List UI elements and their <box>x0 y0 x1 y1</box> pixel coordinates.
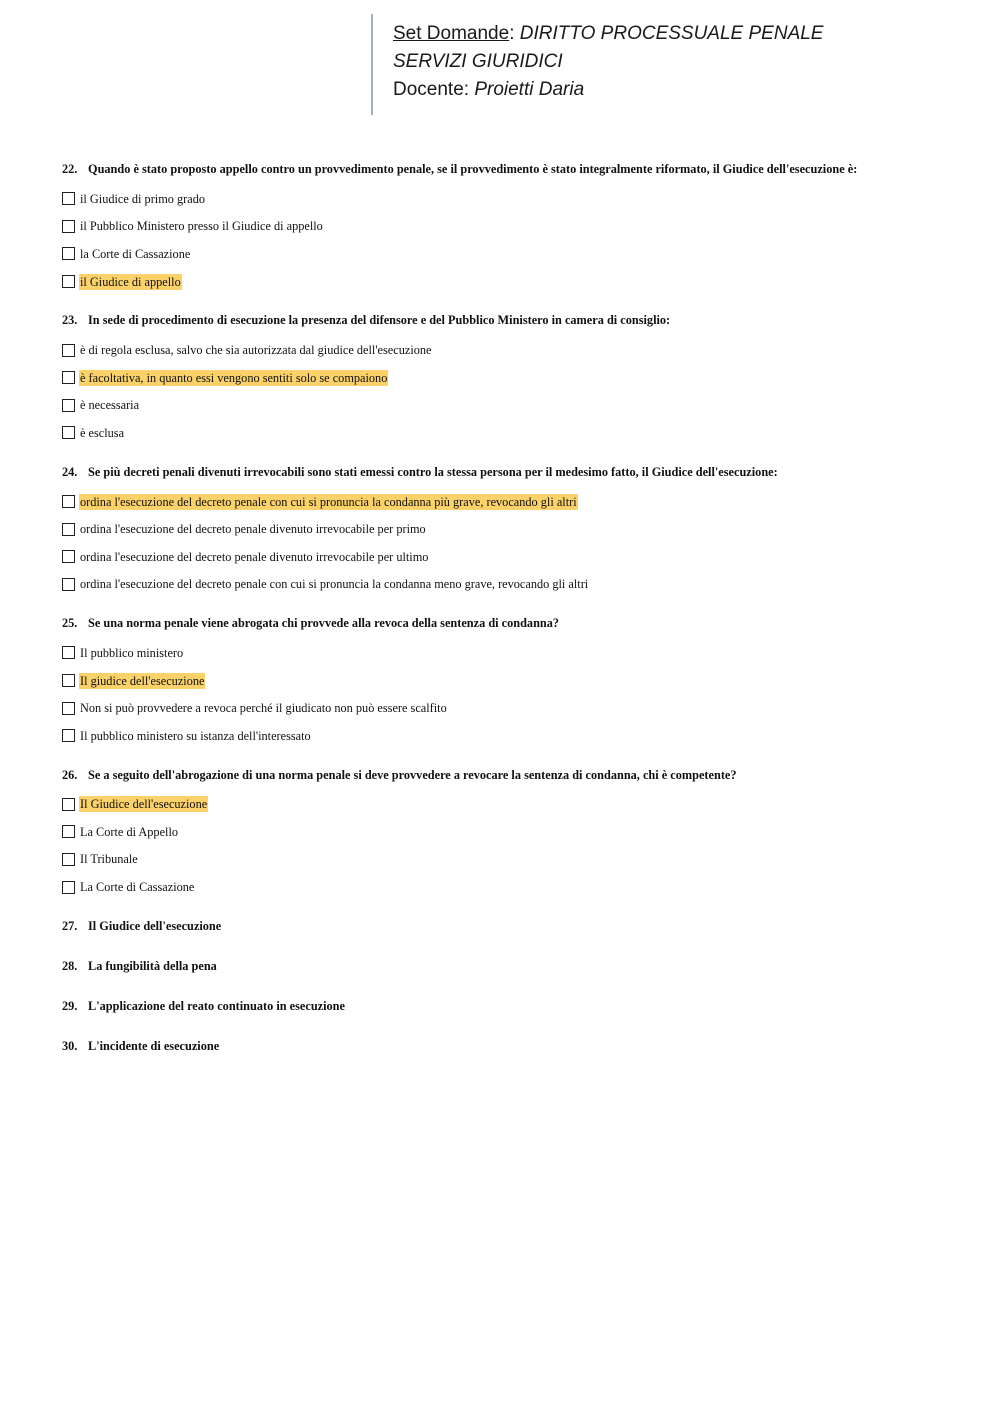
question-text: Se a seguito dell'abrogazione di una norma penale si deve provvedere a revocare la sentenza di condanna, chi è competente? <box>88 767 737 782</box>
question-title <box>62 614 962 632</box>
question-number: 26. <box>62 767 78 782</box>
set-label: Set Domande <box>393 23 510 44</box>
question-number: 22. <box>62 162 78 176</box>
answer-text-highlighted: Il Giudice dell'esecuzione <box>80 797 208 812</box>
checkbox[interactable] <box>62 825 75 838</box>
answer-option[interactable] <box>62 392 962 420</box>
answer-text: ordina l'esecuzione del decreto penale con cui si pronuncia la condanna meno grave, revocando gli altri <box>80 577 589 592</box>
answer-text: La Corte di Cassazione <box>80 880 195 895</box>
document-header <box>393 20 823 104</box>
question-block <box>62 311 962 446</box>
answer-text: il Pubblico Ministero presso il Giudice di appello <box>80 219 323 234</box>
question-number: 27. <box>62 918 78 933</box>
subject-line-2: SERVIZI GIURIDICI <box>393 51 563 72</box>
answer-text: Il pubblico ministero <box>80 645 184 660</box>
header-line-2 <box>393 48 823 76</box>
question-number: 28. <box>62 958 78 973</box>
open-question <box>62 997 962 1037</box>
question-text: Se una norma penale viene abrogata chi provvede alla revoca della sentenza di condanna? <box>88 616 560 631</box>
answer-text: ordina l'esecuzione del decreto penale divenuto irrevocabile per primo <box>80 522 426 537</box>
answer-option[interactable] <box>62 419 962 447</box>
checkbox[interactable] <box>62 344 75 357</box>
answer-option[interactable] <box>62 364 962 392</box>
checkbox[interactable] <box>62 798 75 811</box>
answer-option[interactable] <box>62 240 962 268</box>
docente-name: Proietti Daria <box>474 79 585 100</box>
answer-text: Il pubblico ministero su istanza dell'interessato <box>80 728 311 743</box>
answer-text: Il Tribunale <box>80 852 138 867</box>
question-text: Quando è stato proposto appello contro un provvedimento penale, se il provvedimento è stato integralmente riformato, il Giudice dell'esecuzione è: <box>88 162 858 176</box>
checkbox[interactable] <box>62 192 75 205</box>
header-divider <box>371 14 373 115</box>
question-text: L'incidente di esecuzione <box>88 1038 220 1053</box>
checkbox[interactable] <box>62 426 75 439</box>
question-number: 25. <box>62 616 78 631</box>
question-number: 24. <box>62 464 78 479</box>
answer-option[interactable] <box>62 694 962 722</box>
answer-option[interactable] <box>62 515 962 543</box>
answer-option[interactable] <box>62 571 962 599</box>
checkbox[interactable] <box>62 495 75 508</box>
checkbox[interactable] <box>62 853 75 866</box>
answer-option[interactable] <box>62 213 962 241</box>
question-title <box>62 766 962 784</box>
answer-text: La Corte di Appello <box>80 824 179 839</box>
question-text: L'applicazione del reato continuato in esecuzione <box>88 998 345 1013</box>
question-number: 30. <box>62 1038 78 1053</box>
subject-line-1: DIRITTO PROCESSUALE PENALE <box>519 23 824 44</box>
docente-label: Docente: <box>393 79 470 100</box>
set-colon: : <box>509 23 515 44</box>
question-text: Il Giudice dell'esecuzione <box>88 918 222 933</box>
header-line-1 <box>393 20 823 48</box>
answer-text: la Corte di Cassazione <box>80 246 191 261</box>
checkbox[interactable] <box>62 523 75 536</box>
question-title <box>62 463 962 481</box>
answer-option[interactable] <box>62 268 962 296</box>
checkbox[interactable] <box>62 729 75 742</box>
question-list <box>62 160 962 1077</box>
answer-option[interactable] <box>62 846 962 874</box>
answer-option[interactable] <box>62 791 962 819</box>
question-title <box>62 160 962 178</box>
question-text: In sede di procedimento di esecuzione la presenza del difensore e del Pubblico Ministero in camera di consiglio: <box>88 313 671 328</box>
answer-option[interactable] <box>62 336 962 364</box>
answer-text: il Giudice di primo grado <box>80 191 205 206</box>
checkbox[interactable] <box>62 550 75 563</box>
question-block <box>62 160 962 295</box>
question-text: Se più decreti penali divenuti irrevocabili sono stati emessi contro la stessa persona per il medesimo fatto, il Giudice dell'esecuzione: <box>88 464 778 479</box>
checkbox[interactable] <box>62 220 75 233</box>
checkbox[interactable] <box>62 881 75 894</box>
open-question <box>62 957 962 997</box>
answer-option[interactable] <box>62 873 962 901</box>
answer-text: è esclusa <box>80 425 125 440</box>
open-question <box>62 1037 962 1077</box>
open-question <box>62 917 962 957</box>
question-title <box>62 311 962 329</box>
answer-text: è necessaria <box>80 398 140 413</box>
checkbox[interactable] <box>62 399 75 412</box>
checkbox[interactable] <box>62 371 75 384</box>
answer-text-highlighted: Il giudice dell'esecuzione <box>80 673 205 688</box>
checkbox[interactable] <box>62 674 75 687</box>
answer-option[interactable] <box>62 543 962 571</box>
question-number: 23. <box>62 313 78 328</box>
question-block <box>62 463 962 598</box>
answer-option[interactable] <box>62 722 962 750</box>
header-line-3 <box>393 76 823 104</box>
checkbox[interactable] <box>62 646 75 659</box>
checkbox[interactable] <box>62 247 75 260</box>
answer-text-highlighted: è facoltativa, in quanto essi vengono sentiti solo se compaiono <box>80 370 388 385</box>
answer-text-highlighted: ordina l'esecuzione del decreto penale con cui si pronuncia la condanna più grave, revocando gli altri <box>80 494 577 509</box>
answer-option[interactable] <box>62 185 962 213</box>
question-block <box>62 614 962 749</box>
answer-text-highlighted: il Giudice di appello <box>80 274 181 289</box>
answer-text: Non si può provvedere a revoca perché il giudicato non può essere scalfito <box>80 701 447 716</box>
answer-option[interactable] <box>62 639 962 667</box>
checkbox[interactable] <box>62 578 75 591</box>
question-number: 29. <box>62 998 78 1013</box>
question-block <box>62 766 962 901</box>
question-text: La fungibilità della pena <box>88 958 217 973</box>
answer-option[interactable] <box>62 488 962 516</box>
answer-option[interactable] <box>62 818 962 846</box>
answer-option[interactable] <box>62 667 962 695</box>
answer-text: ordina l'esecuzione del decreto penale divenuto irrevocabile per ultimo <box>80 549 429 564</box>
checkbox[interactable] <box>62 275 75 288</box>
answer-text: è di regola esclusa, salvo che sia autorizzata dal giudice dell'esecuzione <box>80 343 432 358</box>
checkbox[interactable] <box>62 702 75 715</box>
